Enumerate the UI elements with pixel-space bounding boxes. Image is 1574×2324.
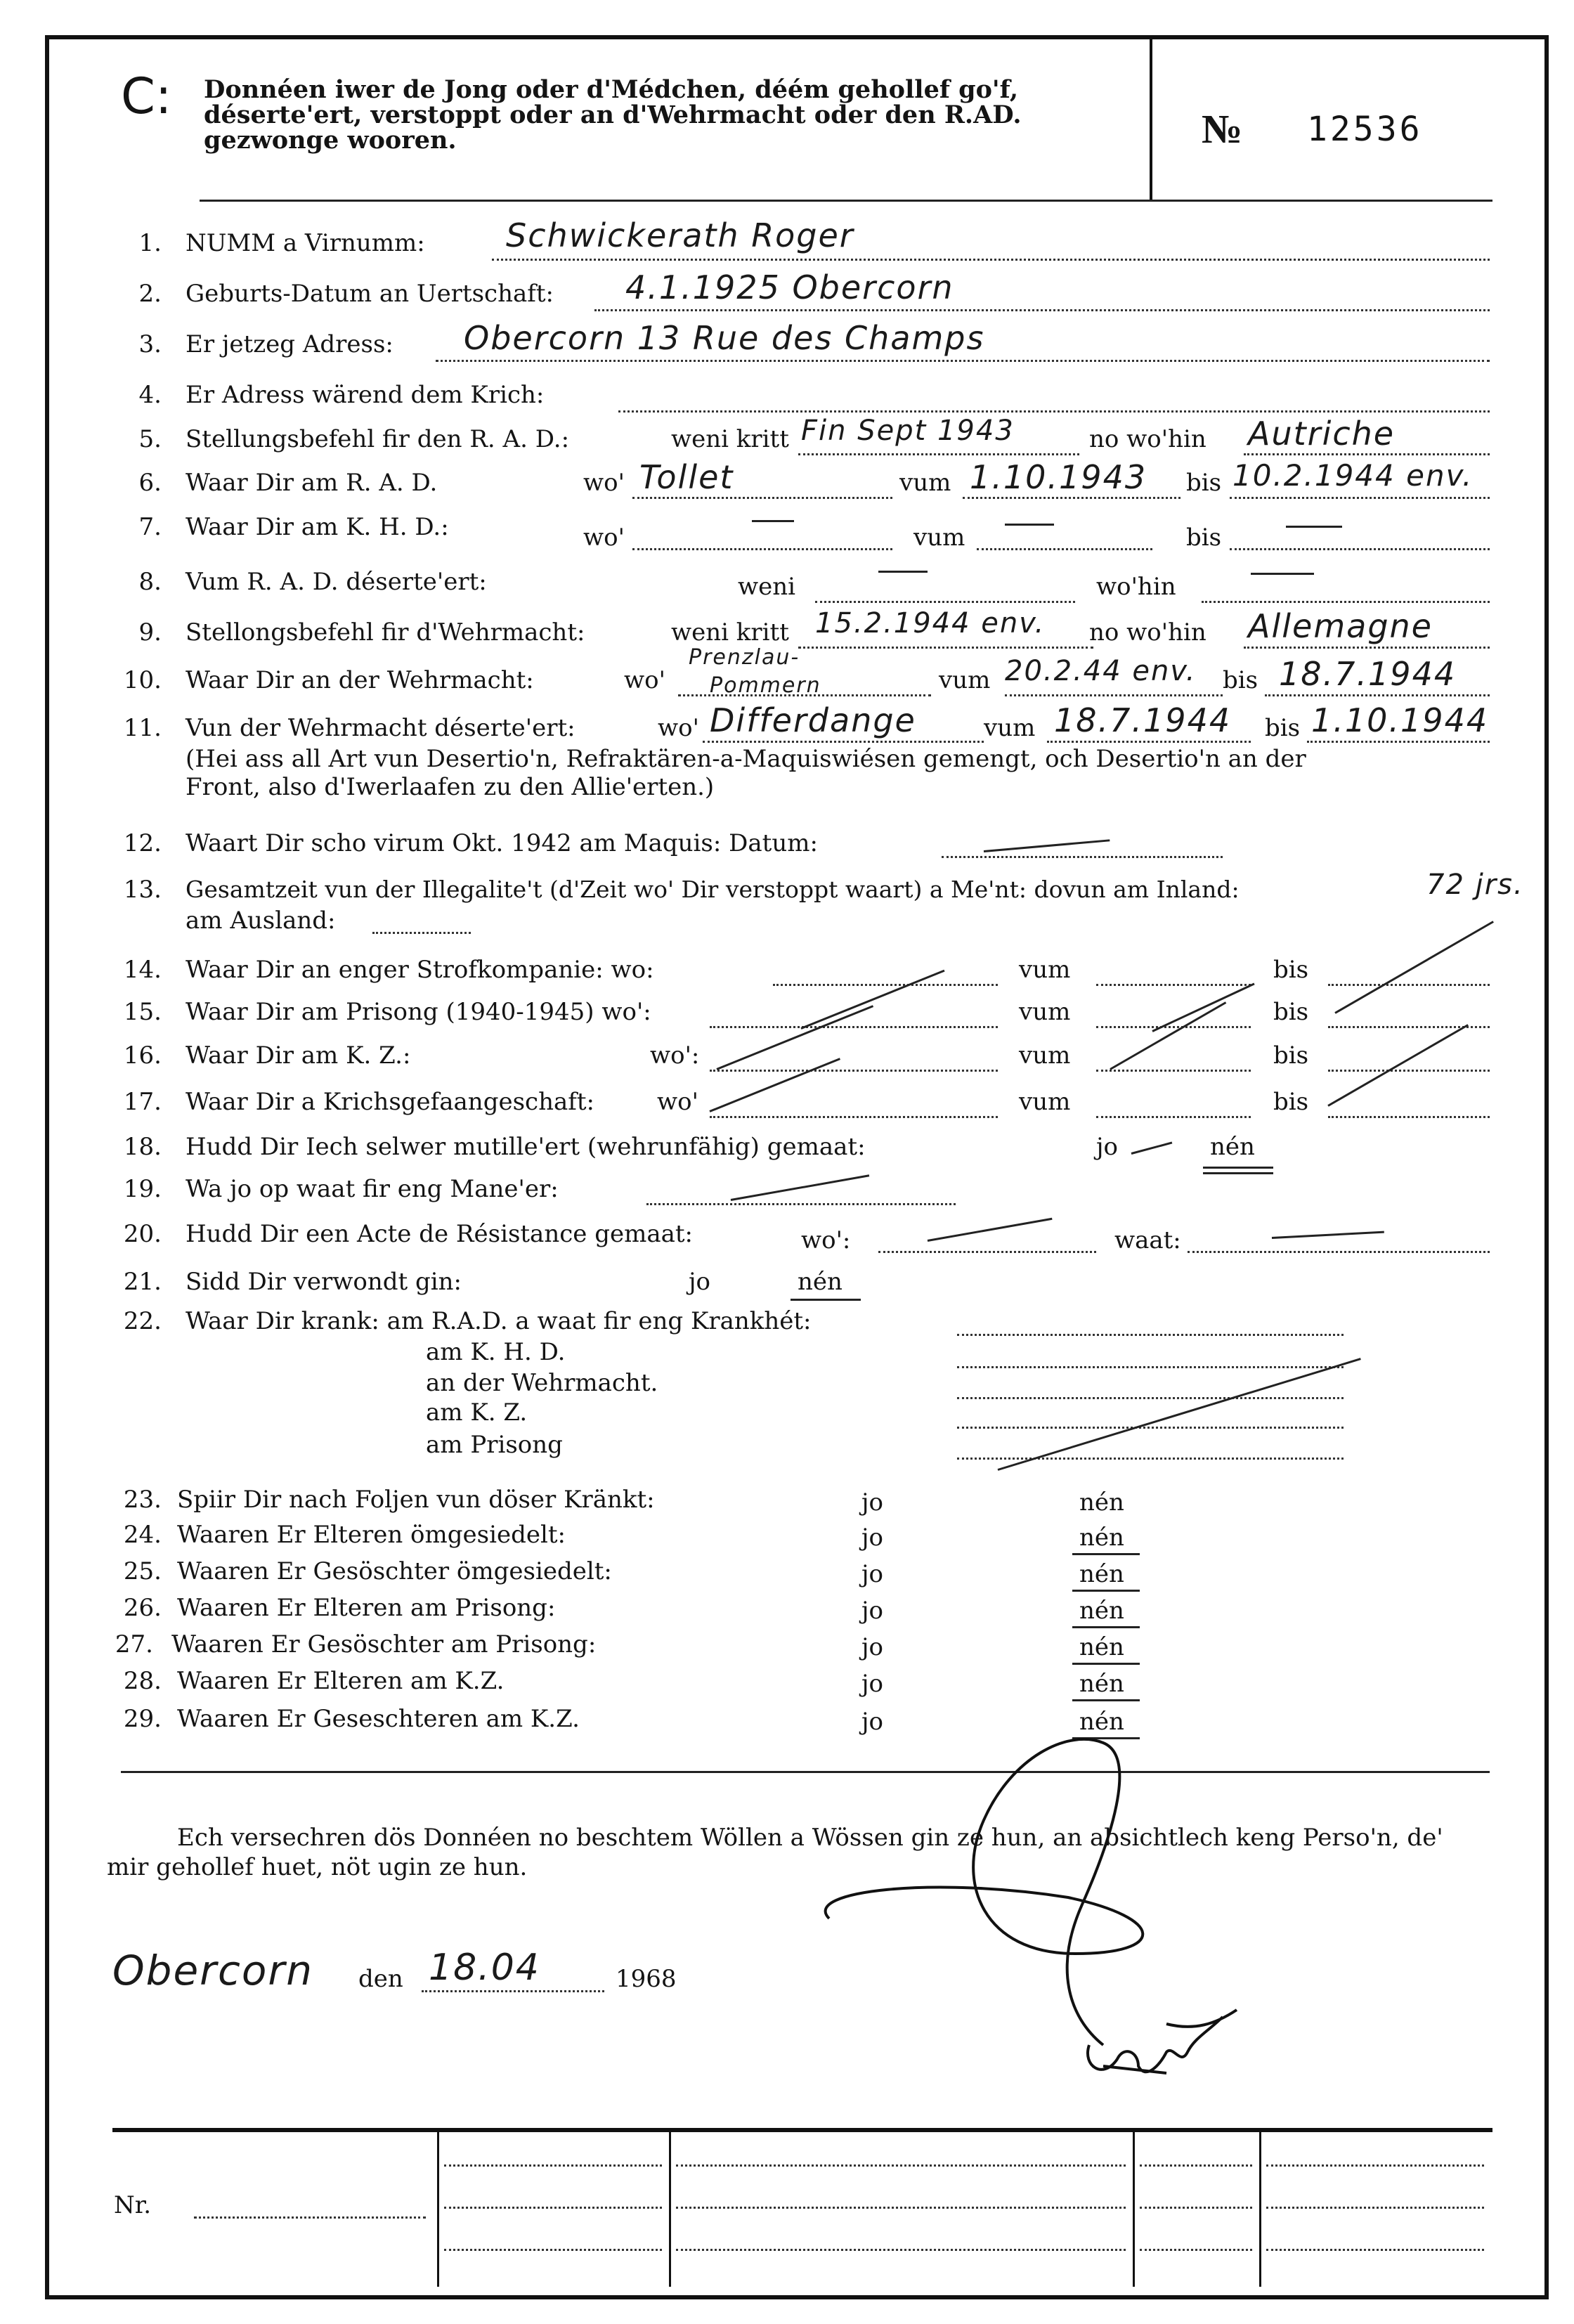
wehrmacht-order-date-line [798, 647, 1093, 649]
declaration-text: Ech versechren dös Donnéen no beschtem Wöllen a Wössen gin ze hun, an absichtlech keng Perso'n, de' mir gehollef huet, nöt ugin ze hun. [107, 1824, 1443, 1881]
nr-label: Nr. [114, 2191, 152, 2219]
illness-line [957, 1334, 1344, 1336]
rad-place-line [632, 497, 892, 499]
table-top-rule [112, 2128, 1492, 2132]
desert-until-line [1307, 741, 1490, 743]
resistance-what-line [1188, 1251, 1490, 1253]
camp-label: Waar Dir am K. Z.: [186, 1041, 411, 1070]
row-number: 15. [123, 998, 162, 1026]
address-value: Obercorn 13 Rue des Champs [464, 319, 985, 357]
wohin-label: no wo'hin [1089, 425, 1206, 453]
row-number: 27. [115, 1630, 153, 1658]
nen-answer: nén [1079, 1524, 1124, 1552]
bis-label: bis [1273, 998, 1309, 1026]
nen-underline [1072, 1590, 1140, 1592]
nen-underline [1072, 1663, 1140, 1665]
self-mutilation-label: Hudd Dir Iech selwer mutille'ert (wehrunfähig) gemaat: [186, 1133, 866, 1161]
table-col-divider [1259, 2132, 1261, 2287]
bis-label: bis [1273, 1041, 1309, 1070]
date-line [422, 1990, 604, 1992]
table-line [676, 2164, 1126, 2167]
wo-label: wo' [583, 524, 625, 552]
rad-order-label: Stellungsbefehl fir den R. A. D.: [186, 425, 570, 453]
rad-desert-date-line [815, 601, 1075, 603]
wo-label: wo': [650, 1041, 700, 1070]
nen-answer: nén [1079, 1597, 1124, 1625]
row-number: 11. [123, 714, 162, 742]
nen-answer: nén [1079, 1488, 1124, 1517]
table-line [444, 2207, 662, 2209]
row-number: 17. [123, 1088, 162, 1116]
nen-answer: nén [1079, 1708, 1124, 1736]
table-line [1266, 2249, 1484, 2251]
prison-from-line [1096, 1026, 1251, 1028]
address-line [436, 360, 1490, 362]
parents-camp-label: Waaren Er Elteren am K.Z. [177, 1667, 505, 1695]
penal-until-line [1328, 984, 1490, 986]
row-number: 6. [138, 469, 162, 497]
wehrmacht-until-line [1265, 694, 1490, 696]
jo-label: jo [861, 1708, 884, 1736]
nen-answer: nén [1079, 1560, 1124, 1588]
method-line [646, 1203, 956, 1205]
nen-underline [1072, 1626, 1140, 1628]
rad-destination-line [1244, 453, 1490, 455]
vum-label: vum [1019, 998, 1071, 1026]
row-number: 10. [123, 666, 162, 694]
vum-label: vum [1019, 1041, 1071, 1070]
illness-prison: am Prisong [426, 1431, 563, 1459]
signature-date: 18.04 [429, 1947, 540, 1989]
nen-underline [791, 1299, 861, 1301]
rad-order-date: Fin Sept 1943 [801, 415, 1015, 447]
number-sign: № [1202, 106, 1243, 152]
parents-resettled-label: Waaren Er Elteren ömgesiedelt: [177, 1521, 566, 1549]
nen-answer: nén [1079, 1633, 1124, 1661]
row-number: 5. [138, 425, 162, 453]
name-label: NUMM a Virnumm: [186, 229, 425, 257]
nr-line [194, 2216, 426, 2219]
nen-underline [1072, 1699, 1140, 1701]
wohin-label: wo'hin [1096, 573, 1176, 601]
nen-answer: nén [1210, 1133, 1255, 1161]
name-line [492, 259, 1490, 261]
form-title: Donnéen iwer de Jong oder d'Médchen, déém gehollef go'f, déserte'ert, verstoppt oder an d'Wehrmacht oder den R.AD. gezwonge wooren. [204, 75, 1022, 155]
nen-underline [1203, 1167, 1273, 1169]
pow-until-line [1328, 1116, 1490, 1118]
khd-until-dash [1286, 526, 1342, 528]
rad-from: 1.10.1943 [970, 458, 1147, 496]
header-divider [1150, 39, 1152, 200]
prison-label: Waar Dir am Prisong (1940-1945) wo': [186, 998, 651, 1026]
bis-label: bis [1265, 714, 1301, 742]
jo-label: jo [861, 1524, 884, 1552]
nen-underline-2 [1203, 1172, 1273, 1174]
illegality-label: Gesamtzeit vun der Illegalite't (d'Zeit wo' Dir verstoppt waart) a Me'nt: dovun am Inland: [186, 876, 1240, 903]
pow-from-line [1096, 1116, 1251, 1118]
camp-place-line [710, 1070, 998, 1072]
resistance-label: Hudd Dir een Acte de Résistance gemaat: [186, 1220, 693, 1248]
signature-scrawl [1088, 2010, 1237, 2073]
row-number: 7. [138, 513, 162, 541]
desert-place: Differdange [710, 701, 916, 739]
wehrmacht-desert-label: Vun der Wehrmacht déserte'ert: [186, 714, 575, 742]
war-address-label: Er Adress wärend dem Krich: [186, 381, 545, 409]
maquis-label: Waart Dir scho virum Okt. 1942 am Maquis: Datum: [186, 829, 818, 857]
address-label: Er jetzeg Adress: [186, 330, 393, 358]
illness-line [957, 1458, 1344, 1460]
wo-label: wo' [657, 1088, 698, 1116]
row-number: 12. [123, 829, 162, 857]
row-number: 22. [123, 1307, 162, 1335]
illegality-inland-value: 72 jrs. [1426, 869, 1524, 901]
row-number: 13. [123, 876, 162, 904]
weni-label: weni kritt [671, 618, 789, 647]
rad-order-date-line [798, 453, 1079, 455]
illness-khd: am K. H. D. [426, 1338, 566, 1366]
table-line [1140, 2249, 1252, 2251]
consequences-label: Spiir Dir nach Foljen vun döser Kränkt: [177, 1486, 655, 1514]
desertion-note-2: Front, also d'Iwerlaafen zu den Allie'erten.) [186, 773, 715, 801]
illness-wehrmacht: an der Wehrmacht. [426, 1369, 658, 1397]
row-number: 25. [123, 1557, 162, 1585]
khd-label: Waar Dir am K. H. D.: [186, 513, 449, 541]
wehrmacht-from-line [1005, 694, 1223, 696]
wehrmacht-place-bottom: Pommern [710, 673, 821, 698]
khd-place-dash [752, 520, 794, 522]
signature-loop [826, 1739, 1143, 2045]
row-number: 3. [138, 330, 162, 358]
row-number: 9. [138, 618, 162, 647]
prison-place-line [710, 1026, 998, 1028]
nen-answer: nén [798, 1268, 843, 1296]
wounded-label: Sidd Dir verwondt gin: [186, 1268, 462, 1296]
wo-label: wo' [624, 666, 665, 694]
wo-label: wo' [658, 714, 699, 742]
table-line [444, 2249, 662, 2251]
khd-from-line [977, 548, 1152, 550]
vum-label: vum [1019, 1088, 1071, 1116]
year-label: 1968 [616, 1965, 677, 1993]
wehrmacht-dest-line [1244, 647, 1490, 649]
khd-until-line [1230, 548, 1490, 550]
row-number: 20. [123, 1220, 162, 1248]
row-number: 26. [123, 1594, 162, 1622]
table-line [1266, 2207, 1484, 2209]
wehrmacht-place-top: Prenzlau- [689, 645, 800, 670]
desert-from: 18.7.1944 [1054, 701, 1232, 739]
nen-underline [1072, 1553, 1140, 1555]
camp-until-line [1328, 1070, 1490, 1072]
desert-from-line [1047, 741, 1251, 743]
illness-line [957, 1366, 1344, 1368]
handwritten-signature [773, 1715, 1265, 2136]
row-number: 14. [123, 956, 162, 984]
wehrmacht-order-label: Stellongsbefehl fir d'Wehrmacht: [186, 618, 585, 647]
wo-label: wo': [801, 1226, 851, 1254]
row-number: 19. [123, 1175, 162, 1203]
desert-place-line [703, 741, 984, 743]
row-number: 23. [123, 1486, 162, 1514]
vum-label: vum [939, 666, 991, 694]
row-number: 29. [123, 1705, 162, 1733]
wehrmacht-until: 18.7.1944 [1279, 655, 1457, 693]
camp-from-line [1096, 1070, 1251, 1072]
rad-until-line [1230, 497, 1490, 499]
vum-label: vum [984, 714, 1036, 742]
wo-label: wo' [583, 469, 625, 497]
wehrmacht-destination: Allemagne [1248, 607, 1433, 645]
vum-label: vum [899, 469, 951, 497]
wehrmacht-from: 20.2.44 env. [1005, 655, 1197, 687]
bis-label: bis [1273, 956, 1309, 984]
name-value: Schwickerath Roger [506, 216, 854, 254]
illness-line [957, 1427, 1344, 1429]
abroad-line [372, 932, 471, 934]
row-number: 1. [138, 229, 162, 257]
wohin-label: no wo'hin [1089, 618, 1206, 647]
rad-desert-dest-dash [1251, 573, 1314, 575]
table-line [444, 2164, 662, 2167]
row-number: 28. [123, 1667, 162, 1695]
penal-place-line [773, 984, 998, 986]
khd-from-dash [1005, 524, 1054, 526]
row-number: 21. [123, 1268, 162, 1296]
rad-from-line [963, 497, 1180, 499]
penal-from-line [1096, 984, 1251, 986]
row-number: 4. [138, 381, 162, 409]
table-line [676, 2249, 1126, 2251]
rad-desert-dest-line [1202, 601, 1490, 603]
header-rule [200, 200, 1492, 202]
weni-label: weni [738, 573, 795, 601]
table-col-divider [1133, 2132, 1135, 2287]
illness-line [957, 1397, 1344, 1399]
section-letter: C: [121, 67, 172, 125]
den-label: den [358, 1965, 403, 1993]
vum-label: vum [1019, 956, 1071, 984]
birth-line [594, 309, 1490, 311]
jo-label: jo [689, 1268, 711, 1296]
rad-destination: Autriche [1248, 415, 1396, 453]
signature-place: Obercorn [112, 1947, 313, 1994]
row-number: 8. [138, 568, 162, 596]
birth-label: Geburts-Datum an Uertschaft: [186, 280, 554, 308]
jo-label: jo [861, 1597, 884, 1625]
illness-label: Waar Dir krank: am R.A.D. a waat fir eng Krankhét: [186, 1307, 812, 1335]
bis-label: bis [1223, 666, 1258, 694]
table-line [1140, 2164, 1252, 2167]
vum-label: vum [913, 524, 965, 552]
birth-value: 4.1.1925 Obercorn [625, 268, 954, 306]
wehrmacht-order-date: 15.2.1944 env. [815, 607, 1046, 640]
bis-label: bis [1273, 1088, 1309, 1116]
row-number: 18. [123, 1133, 162, 1161]
pow-label: Waar Dir a Krichsgefaangeschaft: [186, 1088, 594, 1116]
row-number: 16. [123, 1041, 162, 1070]
parents-prison-label: Waaren Er Elteren am Prisong: [177, 1594, 556, 1622]
rad-label: Waar Dir am R. A. D. [186, 469, 438, 497]
jo-label: jo [861, 1633, 884, 1661]
siblings-prison-label: Waaren Er Gesöschter am Prisong: [171, 1630, 597, 1658]
war-address-line [618, 410, 1490, 413]
waat-label: waat: [1114, 1226, 1181, 1254]
rad-desert-dash [878, 571, 928, 573]
table-col-divider [437, 2132, 439, 2287]
jo-label: jo [861, 1560, 884, 1588]
rad-place: Tollet [639, 458, 734, 496]
siblings-camp-label: Waaren Er Geseschteren am K.Z. [177, 1705, 580, 1733]
table-line [1140, 2207, 1252, 2209]
form-number: 12536 [1307, 110, 1423, 149]
row-number: 24. [123, 1521, 162, 1549]
penal-company-label: Waar Dir an enger Strofkompanie: wo: [186, 956, 654, 984]
wehrmacht-label: Waar Dir an der Wehrmacht: [186, 666, 534, 694]
khd-place-line [632, 548, 892, 550]
illness-camp: am K. Z. [426, 1398, 528, 1427]
table-line [676, 2207, 1126, 2209]
table-line [1266, 2164, 1484, 2167]
desert-until: 1.10.1944 [1311, 701, 1489, 739]
weni-label: weni kritt [671, 425, 789, 453]
rad-until: 10.2.1944 env. [1232, 458, 1474, 493]
row-number: 2. [138, 280, 162, 308]
resistance-place-line [878, 1251, 1096, 1253]
jo-label: jo [1096, 1133, 1119, 1161]
table-col-divider [669, 2132, 671, 2287]
jo-label: jo [861, 1488, 884, 1517]
siblings-resettled-label: Waaren Er Gesöschter ömgesiedelt: [177, 1557, 612, 1585]
pow-place-line [710, 1116, 998, 1118]
abroad-label: am Ausland: [186, 907, 336, 935]
maquis-line [942, 856, 1223, 858]
bis-label: bis [1186, 469, 1222, 497]
desertion-note-1: (Hei ass all Art vun Desertio'n, Refraktären-a-Maquiswiésen gemengt, och Desertio'n an der [186, 745, 1306, 773]
rad-desert-label: Vum R. A. D. déserte'ert: [186, 568, 487, 596]
nen-answer: nén [1079, 1670, 1124, 1698]
method-label: Wa jo op waat fir eng Mane'er: [186, 1175, 559, 1203]
bis-label: bis [1186, 524, 1222, 552]
jo-label: jo [861, 1670, 884, 1698]
